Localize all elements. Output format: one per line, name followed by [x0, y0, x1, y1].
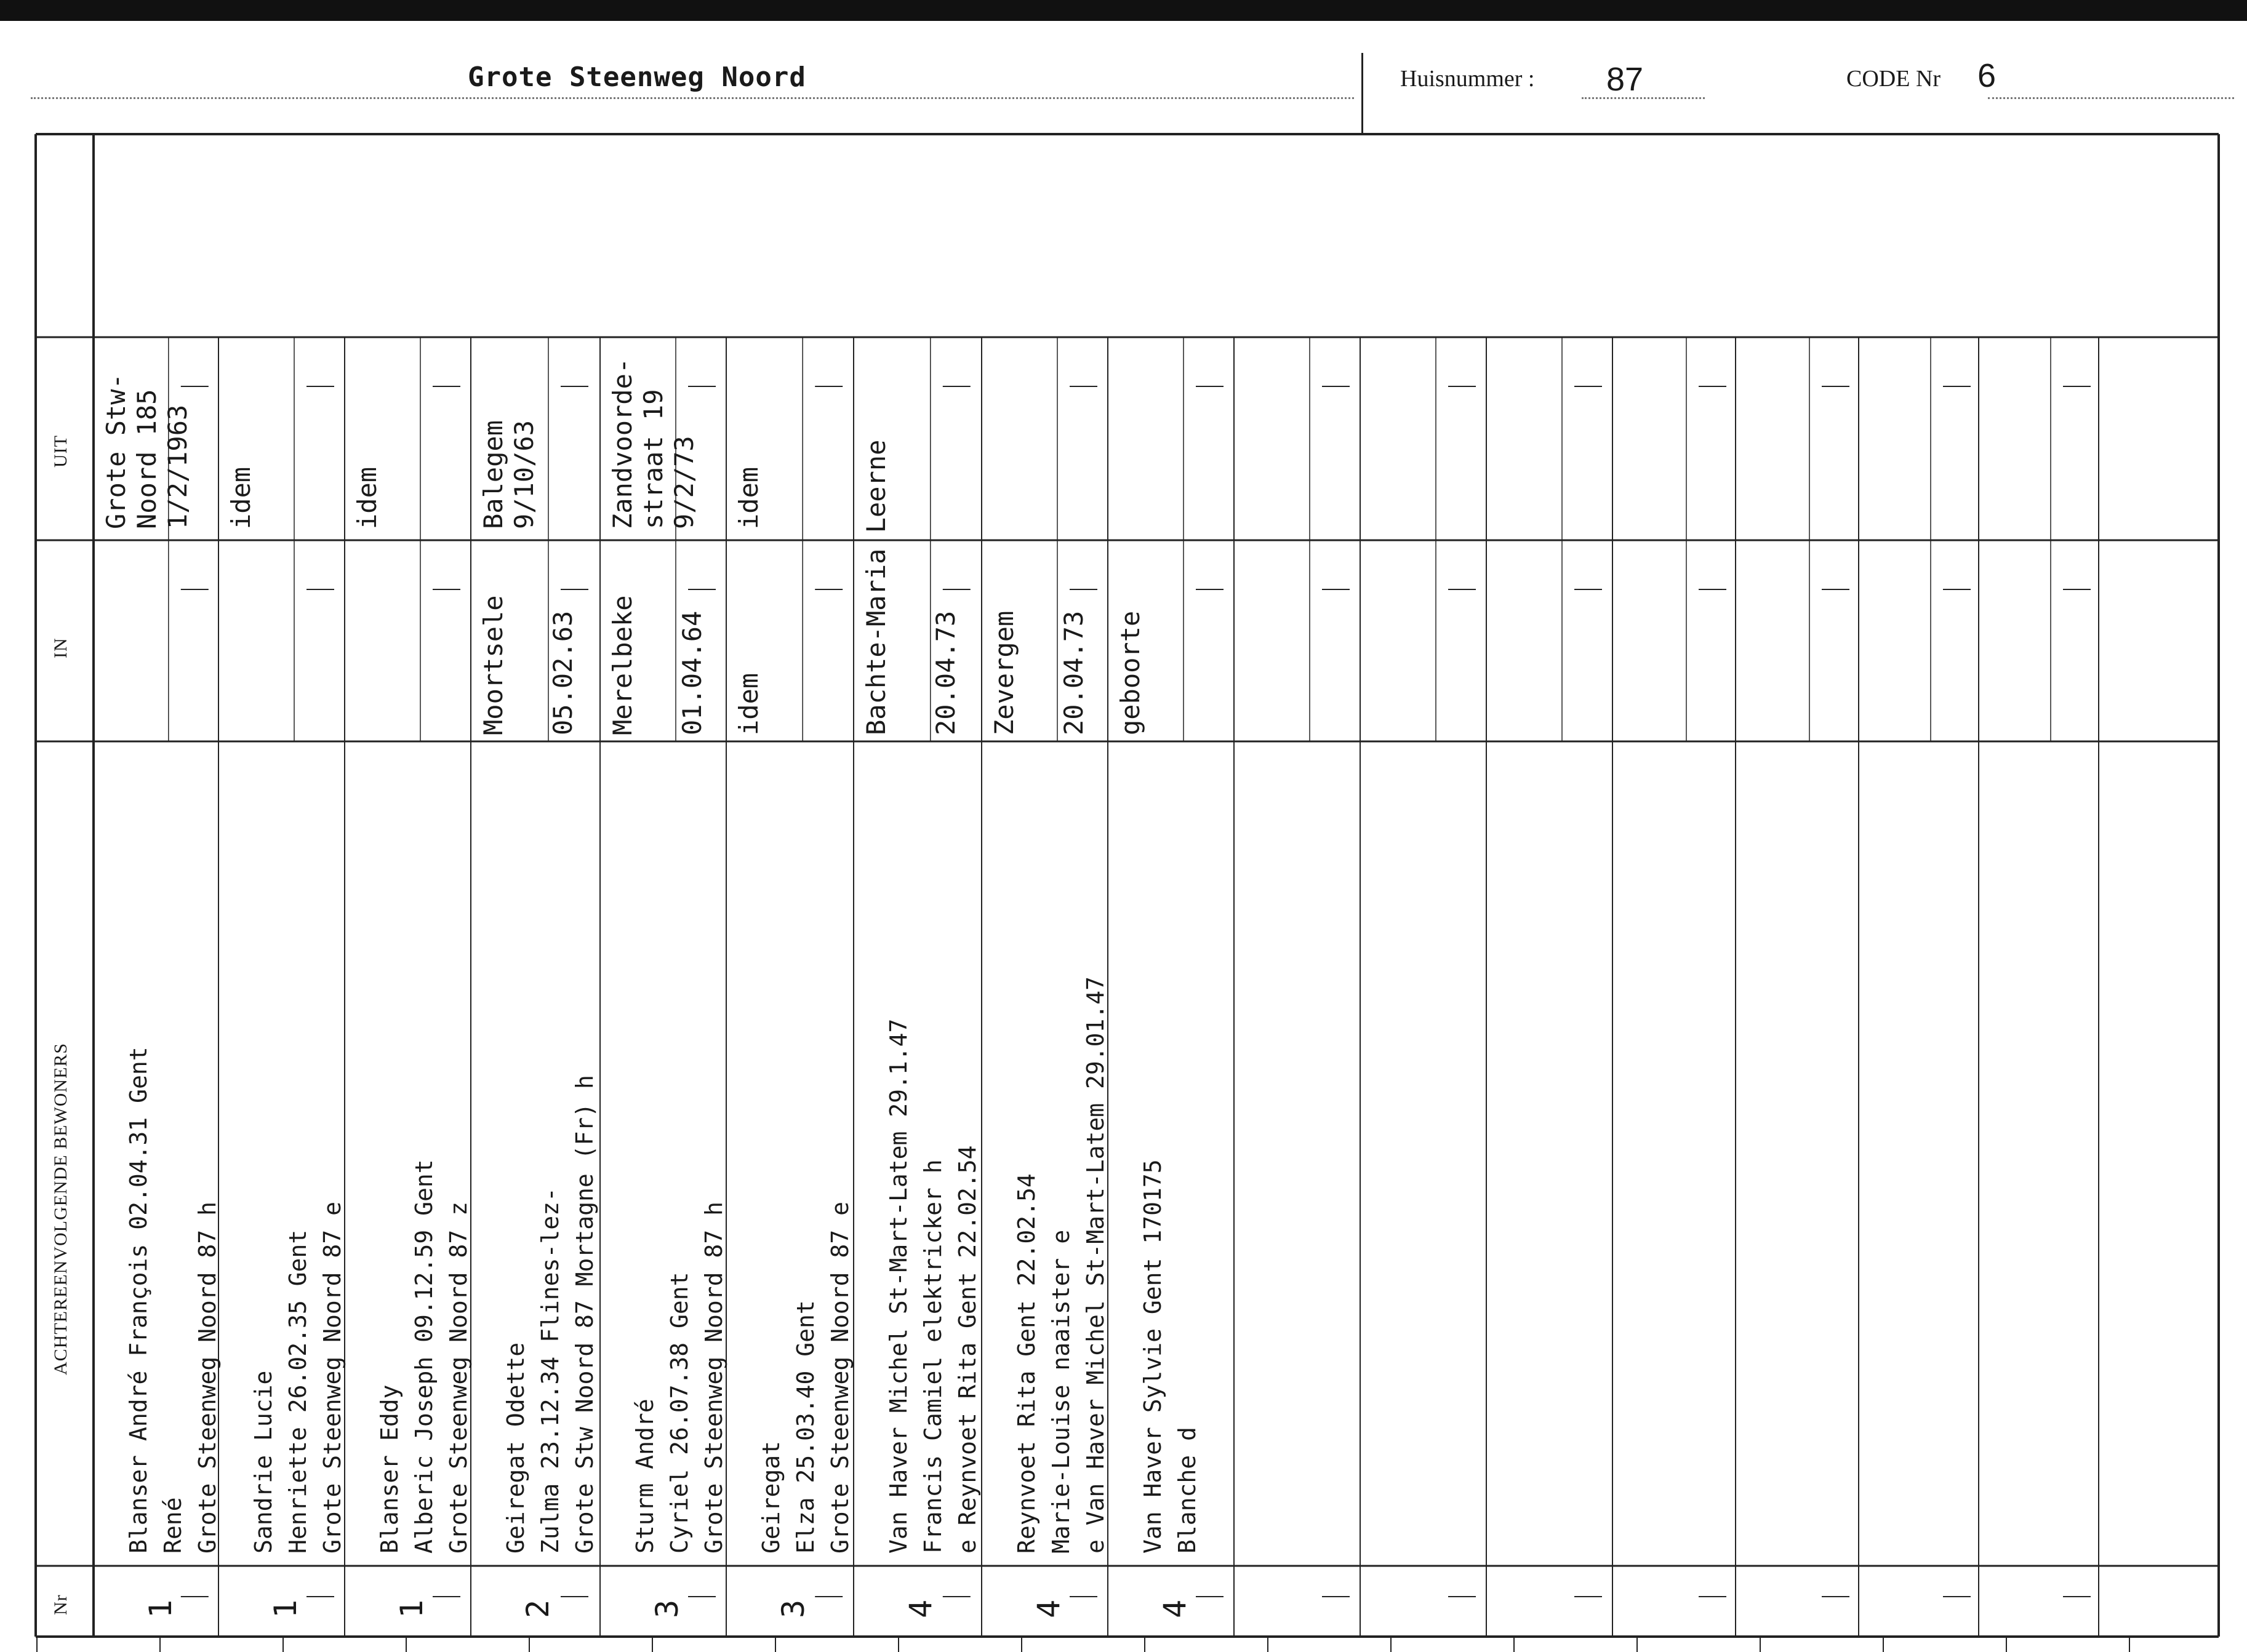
- record-resident-line: Francis Camiel elektricker h: [919, 1159, 947, 1554]
- record-resident-line: Grote Stw Noord 87 Mortagne (Fr) h: [571, 1075, 598, 1554]
- record-resident-line: Zulma 23.12.34 Flines-lez-: [537, 1187, 564, 1554]
- record-in-place: Moortsele: [478, 595, 508, 735]
- record-resident-line: Henriette 26.02.35 Gent: [284, 1229, 311, 1554]
- record-resident-line: Geiregat Odette: [502, 1342, 529, 1554]
- record-resident-line: Van Haver Michel St-Mart-Latem 29.1.47: [885, 1018, 912, 1554]
- record-uit-place: Balegem: [478, 420, 508, 529]
- street-name: Grote Steenweg Noord: [468, 62, 806, 93]
- record-resident-line: Elza 25.03.40 Gent: [792, 1300, 819, 1554]
- record-nr: 1: [143, 1599, 178, 1618]
- record-in-place: Merelbeke: [607, 595, 638, 735]
- record-resident-line: Blanser André François 02.04.31 Gent: [125, 1047, 152, 1554]
- record-uit-place: idem: [734, 466, 764, 529]
- record-in-date: 20.04.73: [1059, 610, 1089, 735]
- record-uit-place: idem: [226, 466, 256, 529]
- record-in-place: geboorte: [1115, 610, 1145, 735]
- record-resident-line: Grote Steenweg Noord 87 h: [194, 1202, 221, 1554]
- record-in-date: 20.04.73: [931, 610, 961, 735]
- record-resident-line: Van Haver Sylvie Gent 170175: [1139, 1159, 1166, 1554]
- record-in-date: 05.02.63: [548, 610, 578, 735]
- record-resident-line: Sandrie Lucie: [250, 1370, 277, 1554]
- record-in-place: idem: [734, 672, 764, 735]
- record-resident-line: Alberic Joseph 09.12.59 Gent: [411, 1159, 438, 1554]
- record-nr: 2: [520, 1599, 556, 1618]
- column-label-uit: UIT: [50, 435, 71, 468]
- record-resident-line: Geiregat: [758, 1440, 785, 1554]
- record-nr: 4: [1031, 1599, 1067, 1618]
- house-number-label: Huisnummer :: [1400, 66, 1535, 92]
- record-in-place: Bachte-Maria Leerne: [861, 439, 891, 735]
- record-uit-date: 9/10/63: [509, 420, 539, 529]
- record-resident-line: Grote Steenweg Noord 87 h: [700, 1202, 727, 1554]
- record-nr: 1: [268, 1599, 303, 1618]
- house-number-value: 87: [1606, 61, 1644, 98]
- record-nr: 3: [775, 1599, 811, 1618]
- record-in-date: 01.04.64: [677, 610, 707, 735]
- record-resident-line: Cyriel 26.07.38 Gent: [666, 1272, 693, 1554]
- record-resident-line: Marie-Louise naaister e: [1047, 1229, 1075, 1554]
- record-resident-line: Blanser Eddy: [376, 1384, 403, 1554]
- record-uit-place: straat 19: [638, 389, 668, 529]
- record-resident-line: Blanche d: [1174, 1427, 1201, 1554]
- record-nr: 4: [903, 1599, 939, 1618]
- code-number-value: 6: [1977, 57, 1997, 94]
- record-nr: 4: [1157, 1599, 1193, 1618]
- record-resident-line: Grote Steenweg Noord 87 e: [827, 1202, 854, 1554]
- record-uit-date: 1/2/1963: [162, 404, 193, 529]
- column-label-nr: Nr: [50, 1594, 71, 1615]
- record-uit-place: Noord 185: [132, 389, 162, 529]
- record-uit-place: idem: [352, 466, 382, 529]
- record-resident-line: René: [159, 1497, 186, 1554]
- record-resident-line: Grote Steenweg Noord 87 z: [445, 1202, 472, 1554]
- record-uit-place: Zandvoorde-: [607, 357, 638, 529]
- column-label-in: IN: [50, 637, 71, 658]
- record-resident-line: Reynvoet Rita Gent 22.02.54: [1013, 1173, 1040, 1554]
- column-label-residents: ACHTEREENVOLGENDE BEWONERS: [50, 1042, 71, 1375]
- record-resident-line: Grote Steenweg Noord 87 e: [319, 1202, 346, 1554]
- record-uit-place: Grote Stw-: [101, 373, 131, 529]
- code-label: CODE Nr: [1846, 66, 1941, 92]
- record-in-place: Zevergem: [989, 610, 1019, 735]
- record-nr: 3: [649, 1599, 685, 1618]
- record-resident-line: e Van Haver Michel St-Mart-Latem 29.01.47: [1082, 976, 1109, 1554]
- record-resident-line: e Reynvoet Rita Gent 22.02.54: [954, 1145, 981, 1554]
- record-resident-line: Sturm André: [631, 1399, 659, 1554]
- record-nr: 1: [394, 1599, 430, 1618]
- record-uit-date: 9/2/73: [669, 436, 699, 529]
